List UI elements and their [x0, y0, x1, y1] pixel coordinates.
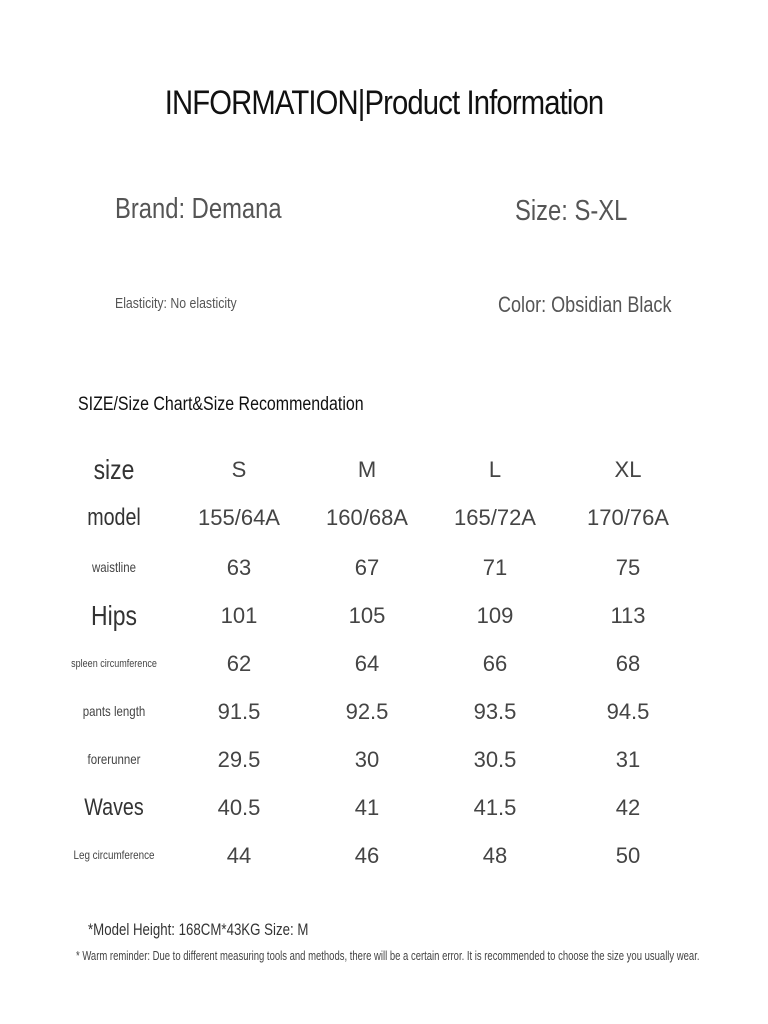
table-cell: 101 [220, 603, 258, 628]
table-cell: 75 [615, 555, 641, 580]
table-cell: 31 [615, 747, 641, 772]
table-cell: 105 [348, 603, 386, 628]
row-label: Leg circumference [73, 848, 155, 863]
row-label: spleen circumference [71, 657, 157, 670]
page-title: INFORMATION|Product Information [164, 84, 604, 122]
table-cell: 64 [354, 651, 380, 676]
row-label: size [93, 453, 135, 485]
table-cell: 29.5 [217, 747, 261, 772]
table-cell: 44 [226, 843, 252, 868]
row-label: pants length [82, 703, 146, 720]
table-cell: 109 [476, 603, 514, 628]
table-row-pants-length [60, 688, 710, 736]
table-cell: 155/64A [198, 505, 280, 530]
table-cell: 93.5 [473, 699, 517, 724]
table-row-waves [60, 784, 710, 832]
model-note: *Model Height: 168CM*43KG Size: M [88, 920, 309, 939]
table-row-waistline [60, 544, 710, 592]
table-cell: 62 [226, 651, 252, 676]
table-cell: M [357, 457, 377, 482]
row-label: Hips [91, 599, 137, 631]
table-cell: 92.5 [345, 699, 389, 724]
table-row-forerunner [60, 736, 710, 784]
table-row-leg-circumference [60, 832, 710, 880]
table-cell: 66 [482, 651, 508, 676]
elasticity-label: Elasticity: No elasticity [115, 295, 237, 312]
table-cell: 46 [354, 843, 380, 868]
table-cell: 91.5 [217, 699, 261, 724]
table-cell: 40.5 [217, 795, 261, 820]
table-row-model [60, 494, 710, 542]
row-label: Waves [84, 793, 144, 821]
table-cell: 113 [610, 603, 646, 628]
table-cell: 30 [354, 747, 380, 772]
table-cell: 71 [482, 555, 508, 580]
table-cell: 48 [482, 843, 508, 868]
table-row-hips [60, 592, 710, 640]
warm-reminder: * Warm reminder: Due to different measuring tools and methods, there will be a certain error. It is recommended to choose the size you usually wear. [76, 948, 700, 963]
table-cell: 170/76A [587, 505, 669, 530]
row-label: waistline [91, 559, 137, 576]
table-cell: L [488, 457, 502, 482]
size-range-label: Size: S-XL [515, 195, 628, 227]
table-cell: 30.5 [473, 747, 517, 772]
table-cell: 68 [615, 651, 641, 676]
size-chart-heading: SIZE/Size Chart&Size Recommendation [78, 394, 364, 415]
table-cell: 165/72A [454, 505, 536, 530]
table-cell: XL [614, 457, 642, 482]
table-cell: 94.5 [606, 699, 650, 724]
table-cell: S [231, 457, 247, 482]
brand-label: Brand: Demana [115, 193, 282, 225]
table-cell: 42 [615, 795, 641, 820]
color-label: Color: Obsidian Black [498, 292, 672, 317]
table-row-size [60, 446, 710, 494]
row-label: model [87, 503, 141, 531]
table-row-spleen-circumference [60, 640, 710, 688]
row-label: forerunner [87, 751, 141, 768]
table-cell: 50 [615, 843, 641, 868]
table-cell: 41 [354, 795, 380, 820]
table-cell: 67 [354, 555, 380, 580]
table-cell: 63 [226, 555, 252, 580]
table-cell: 160/68A [326, 505, 408, 530]
table-cell: 41.5 [473, 795, 517, 820]
